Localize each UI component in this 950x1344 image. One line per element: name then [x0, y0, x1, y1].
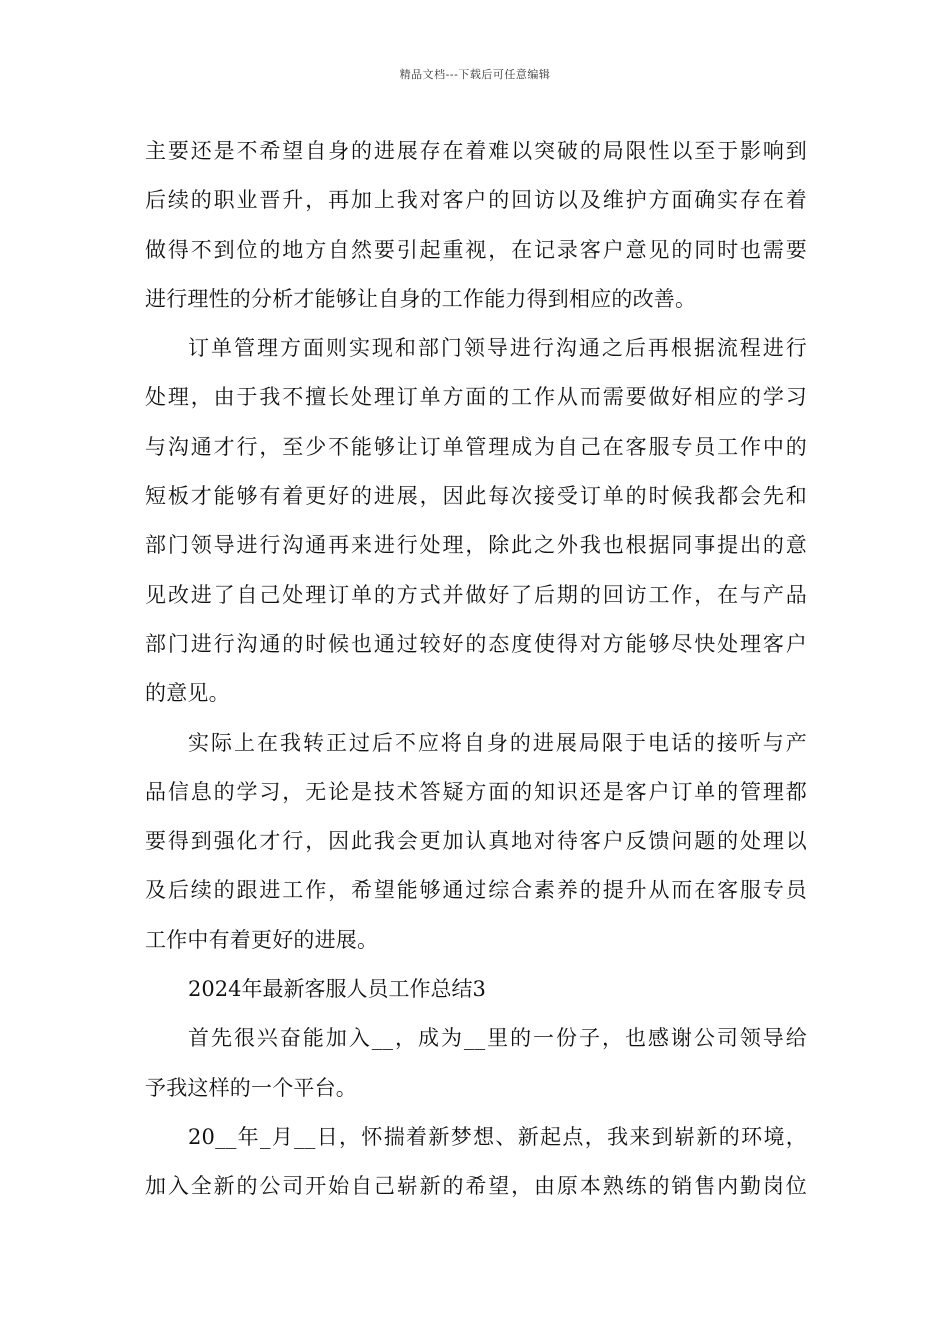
- paragraph-line: 工作中有着更好的进展。: [145, 927, 379, 952]
- paragraph-line: 做得不到位的地方自然要引起重视，在记录客户意见的同时也需要: [145, 237, 807, 262]
- document-body: [145, 127, 807, 1212]
- paragraph-line: 处理，由于我不擅长处理订单方面的工作从而需要做好相应的学习: [145, 385, 807, 410]
- paragraph-line: 予我这样的一个平台。: [145, 1075, 357, 1100]
- paragraph-line: 部门进行沟通的时候也通过较好的态度使得对方能够尽快处理客户: [145, 631, 807, 656]
- paragraph-line: 品信息的学习，无论是技术答疑方面的知识还是客户订单的管理都: [145, 779, 807, 804]
- paragraph-line: 的意见。: [145, 681, 230, 706]
- paragraph-line: 要得到强化才行，因此我会更加认真地对待客户反馈问题的处理以: [145, 829, 807, 854]
- paragraph-line: 与沟通才行，至少不能够让订单管理成为自己在客服专员工作中的: [145, 434, 807, 459]
- paragraph-line: 20__年_月__日，怀揣着新梦想、新起点，我来到崭新的环境，: [188, 1124, 807, 1149]
- paragraph-line: 短板才能够有着更好的进展，因此每次接受订单的时候我都会先和: [145, 484, 807, 509]
- paragraph-line: 进行理性的分析才能够让自身的工作能力得到相应的改善。: [145, 286, 697, 311]
- paragraph-line: 见改进了自己处理订单的方式并做好了后期的回访工作，在与产品: [145, 582, 807, 607]
- page-header: 精品文档---下载后可任意编辑: [399, 68, 551, 81]
- paragraph-line: 实际上在我转正过后不应将自身的进展局限于电话的接听与产: [188, 730, 807, 755]
- paragraph-line: 部门领导进行沟通再来进行处理，除此之外我也根据同事提出的意: [145, 533, 807, 558]
- paragraph-line: 首先很兴奋能加入__，成为__里的一份子，也感谢公司领导给: [188, 1026, 807, 1051]
- paragraph-line: 加入全新的公司开始自己崭新的希望，由原本熟练的销售内勤岗位: [145, 1174, 807, 1199]
- paragraph-line: 订单管理方面则实现和部门领导进行沟通之后再根据流程进行: [188, 336, 807, 361]
- section-heading: 2024年最新客服人员工作总结3: [188, 977, 486, 1002]
- paragraph-line: 及后续的跟进工作，希望能够通过综合素养的提升从而在客服专员: [145, 878, 807, 903]
- paragraph-line: 主要还是不希望自身的进展存在着难以突破的局限性以至于影响到: [145, 139, 807, 163]
- paragraph-line: 后续的职业晋升，再加上我对客户的回访以及维护方面确实存在着: [145, 188, 807, 213]
